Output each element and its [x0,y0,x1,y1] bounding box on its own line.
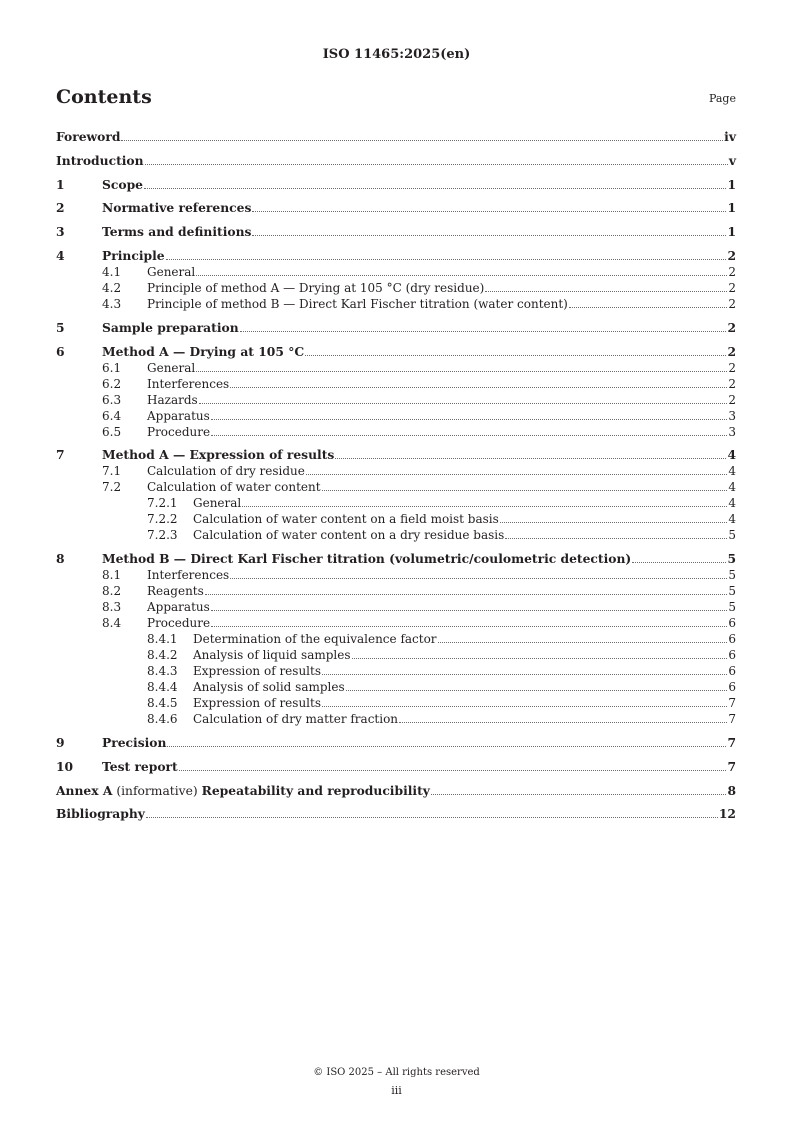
toc-entry-page: 6 [728,680,736,695]
toc-entry[interactable] [56,296,736,312]
toc-entry[interactable] [56,759,736,775]
toc-entry-title [56,783,430,799]
dot-leader [335,448,726,459]
toc-entry-title: Hazards [147,392,198,407]
toc-entry[interactable] [56,495,736,511]
toc-entry-page: 2 [728,280,736,295]
toc-entry-page: 4 [728,480,736,495]
dot-leader [230,568,727,579]
dot-leader [399,712,727,723]
toc-entry-number: 8.4.2 [147,648,178,663]
toc-entry-number: 7.2 [102,480,122,495]
toc-entry-number: 4.1 [102,264,122,279]
toc-entry-number: 8.4.3 [147,664,178,679]
toc-entry-title: Calculation of water content on a field moist basis [193,512,499,527]
toc-entry-page: 1 [727,200,736,216]
dot-leader [144,178,726,189]
dot-leader [211,616,727,627]
toc-entry-number: 4.2 [102,280,122,295]
toc-entry-number: 3 [56,224,65,240]
toc-entry-number: 7.2.2 [147,512,178,527]
toc-entry[interactable] [56,711,736,727]
toc-entry-page: 7 [728,696,736,711]
contents-title: Contents [56,86,152,108]
toc-entry[interactable] [56,280,736,296]
toc-entry-title: Principle of method B — Direct Karl Fischer titration (water content) [147,296,568,311]
toc-entry[interactable] [56,153,736,169]
toc-entry-page: 2 [728,376,736,391]
toc-entry-page: 6 [728,664,736,679]
dot-leader [322,480,728,491]
toc-entry-title: Procedure [147,616,211,631]
toc-entry[interactable] [56,663,736,679]
toc-entry-number: 7.2.3 [147,528,178,543]
toc-entry-number: 8.3 [102,600,122,615]
toc-entry-number: 8 [56,551,65,567]
toc-entry-title: General [193,496,242,511]
toc-entry-title: Principle of method A — Drying at 105 °C (dry residue) [147,280,485,295]
toc-entry-page: 4 [728,464,736,479]
toc-entry-page: 7 [727,758,736,774]
toc-entry[interactable] [56,264,736,280]
dot-leader [252,225,726,236]
dot-leader [500,512,728,523]
toc-entry-number: 6 [56,343,65,359]
toc-entry-title: Analysis of liquid samples [193,648,351,663]
toc-entry-page: 2 [728,392,736,407]
toc-entry-page: 5 [728,528,736,543]
toc-entry[interactable] [56,463,736,479]
dot-leader [196,361,727,372]
toc-entry[interactable] [56,599,736,615]
toc-entry-page: 6 [728,632,736,647]
toc-entry-title: Calculation of dry residue [147,464,305,479]
dot-leader [305,345,726,356]
toc-entry[interactable] [56,447,736,463]
toc-entry-number: 7 [56,447,65,463]
dot-leader [167,736,726,747]
toc-entry-title: Introduction [56,152,144,168]
dot-leader [145,154,728,165]
toc-entry[interactable] [56,344,736,360]
toc-entry[interactable] [56,783,736,799]
toc-entry-number: 8.4.6 [147,712,178,727]
toc-entry[interactable] [56,224,736,240]
toc-entry[interactable] [56,248,736,264]
toc-entry-page: 3 [728,424,736,439]
toc-entry-title: Sample preparation [102,319,239,335]
dot-leader [346,680,728,691]
toc-entry-title: Foreword [56,129,121,144]
toc-entry-page: 4 [727,447,736,463]
dot-leader [431,784,727,795]
toc-entry-number: 8.1 [102,568,122,583]
toc-entry[interactable] [56,567,736,583]
toc-entry[interactable] [56,376,736,392]
page-number: iii [391,1084,402,1097]
toc-entry[interactable] [56,695,736,711]
annex-title: Repeatability and reproducibility [201,782,430,798]
toc-entry-number: 8.2 [102,584,122,599]
table-of-contents [56,129,736,822]
toc-entry-page: v [728,152,736,168]
toc-entry-title: Interferences [147,376,230,391]
toc-entry[interactable] [56,735,736,751]
toc-entry-number: 8.4.1 [147,632,178,647]
toc-entry-title: Interferences [147,568,230,583]
toc-entry-title: Analysis of solid samples [193,680,345,695]
toc-entry-number: 6.2 [102,376,122,391]
toc-entry[interactable] [56,177,736,193]
dot-leader [240,321,727,332]
toc-entry-number: 9 [56,734,65,750]
dot-leader [322,664,727,675]
dot-leader [632,552,726,563]
toc-entry-page: 2 [728,360,736,375]
toc-entry-title: Expression of results [193,696,321,711]
toc-entry[interactable] [56,479,736,495]
toc-entry[interactable] [56,615,736,631]
toc-entry-page: 7 [727,734,736,750]
toc-entry[interactable] [56,806,736,822]
toc-entry-page: 3 [728,408,736,423]
toc-entry[interactable] [56,647,736,663]
document-id: ISO 11465:2025(en) [322,47,471,62]
dot-leader [569,297,728,308]
toc-entry-page: 4 [728,496,736,511]
dot-leader [438,632,728,643]
toc-entry-number: 6.5 [102,424,122,439]
toc-entry-page: 12 [718,806,736,822]
dot-leader [306,464,727,475]
dot-leader [211,425,727,436]
annex-label: Annex A [56,782,113,798]
toc-entry-page: 6 [728,616,736,631]
toc-entry-page: 5 [728,568,736,583]
toc-entry-page: 1 [727,224,736,240]
toc-entry-title: Precision [102,734,167,750]
toc-entry-number: 4.3 [102,296,122,311]
toc-entry-number: 2 [56,200,65,216]
dot-leader [205,584,728,595]
toc-entry-title: Bibliography [56,806,145,822]
dot-leader [146,807,718,818]
toc-entry-title: Apparatus [147,600,210,615]
toc-entry[interactable] [56,408,736,424]
toc-entry-number: 6.1 [102,360,122,375]
toc-entry-page: 2 [728,296,736,311]
toc-entry-page: 2 [727,343,736,359]
toc-entry-page: 6 [728,648,736,663]
toc-entry-title: Scope [102,176,143,192]
toc-entry-number: 1 [56,176,65,192]
dot-leader [322,696,727,707]
toc-entry-title: General [147,360,196,375]
toc-entry-title: Reagents [147,584,204,599]
dot-leader [199,393,728,404]
toc-entry-number: 6.4 [102,408,122,423]
toc-entry-page: 7 [728,712,736,727]
toc-entry-number: 7.1 [102,464,122,479]
toc-entry[interactable] [56,424,736,440]
toc-entry-title: Method B — Direct Karl Fischer titration (volumetric/coulometric detection) [102,551,632,567]
copyright-notice: © ISO 2025 – All rights reserved [313,1067,480,1078]
toc-entry-page: 2 [727,247,736,263]
dot-leader [242,496,727,507]
toc-entry-number: 5 [56,319,65,335]
toc-entry-title: Expression of results [193,664,321,679]
toc-entry-number: 8.4.4 [147,680,178,695]
toc-entry-title: General [147,264,196,279]
toc-entry[interactable] [56,551,736,567]
toc-entry[interactable] [56,679,736,695]
dot-leader [211,600,728,611]
toc-entry[interactable] [56,583,736,599]
toc-entry-title: Principle [102,247,165,263]
page-column-label: Page [708,92,736,105]
toc-entry[interactable] [56,392,736,408]
toc-entry[interactable] [56,631,736,647]
toc-entry-page: 5 [727,551,736,567]
dot-leader [352,648,728,659]
dot-leader [505,528,727,539]
toc-entry-page: 5 [728,584,736,599]
toc-entry[interactable] [56,511,736,527]
toc-entry-title: Normative references [102,200,252,216]
toc-entry-number: 8.4 [102,616,122,631]
toc-entry-title: Procedure [147,424,211,439]
toc-entry-title: Method A — Drying at 105 °C [102,343,305,359]
toc-entry-title: Method A — Expression of results [102,447,335,463]
toc-entry-number: 7.2.1 [147,496,178,511]
dot-leader [485,281,727,292]
toc-entry-title: Calculation of dry matter fraction [193,712,399,727]
toc-entry[interactable] [56,360,736,376]
dot-leader [196,265,727,276]
toc-entry[interactable] [56,527,736,543]
toc-entry-number: 8.4.5 [147,696,178,711]
dot-leader [166,249,727,260]
toc-entry-page: 1 [727,176,736,192]
toc-entry-number: 4 [56,247,65,263]
toc-entry-title: Apparatus [147,408,210,423]
toc-entry-title: Determination of the equivalence factor [193,632,437,647]
toc-entry-number: 10 [56,758,74,774]
dot-leader [121,130,723,141]
toc-entry-page: 2 [727,319,736,335]
toc-entry-page: 2 [728,264,736,279]
toc-entry-title: Calculation of water content [147,480,321,495]
toc-entry-page: iv [724,129,736,144]
toc-entry-title: Calculation of water content on a dry residue basis [193,528,505,543]
dot-leader [211,409,728,420]
dot-leader [252,201,726,212]
toc-entry-page: 5 [728,600,736,615]
dot-leader [230,377,727,388]
toc-entry[interactable] [56,200,736,216]
toc-entry-page: 4 [728,512,736,527]
dot-leader [179,760,727,771]
toc-entry[interactable] [56,320,736,336]
annex-type: (informative) [112,783,202,798]
toc-entry[interactable] [56,129,736,145]
toc-entry-number: 6.3 [102,392,122,407]
toc-entry-title: Test report [102,758,178,774]
toc-entry-title: Terms and definitions [102,224,252,240]
toc-entry-page: 8 [727,782,736,798]
